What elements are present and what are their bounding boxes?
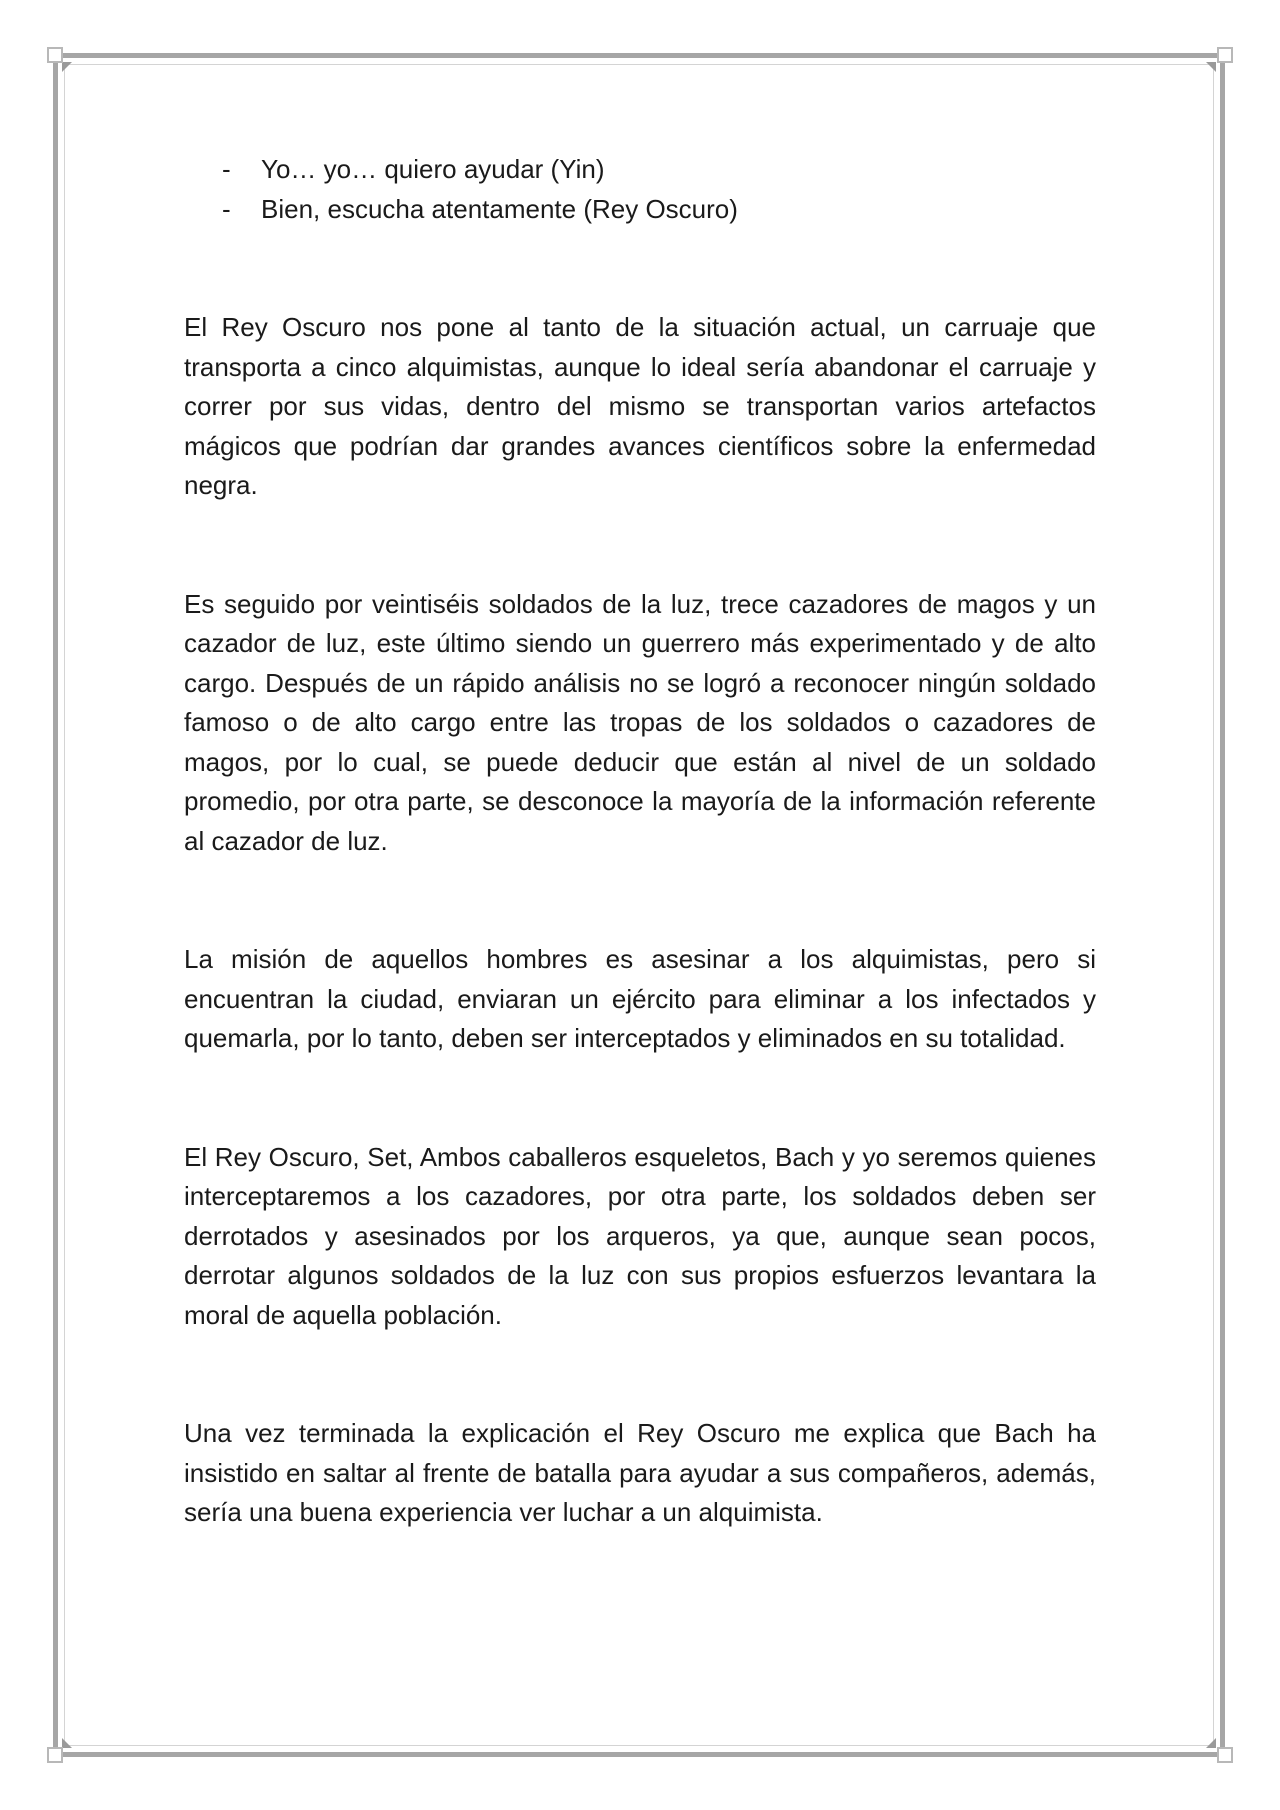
frame-corner-ornament-bottom-right (1206, 1738, 1216, 1748)
frame-knot-top-right (1217, 47, 1233, 63)
frame-corner-ornament-top-right (1206, 62, 1216, 72)
paragraph-plan: El Rey Oscuro, Set, Ambos caballeros esqueletos, Bach y yo seremos quienes interceptaremos a los cazadores, por otra parte, los soldados deben ser derrotados y asesinados por los arqueros, ya que, aunque sean pocos, derrotar algunos soldados de la luz con sus propios esfuerzos levantara la moral de aquella población. (184, 1141, 1096, 1330)
dialogue-list (184, 150, 1096, 229)
page-content (184, 150, 1096, 1533)
dialogue-line (184, 190, 1096, 230)
frame-corner-ornament-top-left (62, 62, 72, 72)
paragraph-conclusion: Una vez terminada la explicación el Rey Oscuro me explica que Bach ha insistido en saltar al frente de batalla para ayudar a sus compañeros, además, sería una buena experiencia ver luchar a un alquimista. (184, 1418, 1096, 1527)
frame-knot-bottom-right (1217, 1747, 1233, 1763)
dialogue-dash: - (222, 193, 231, 224)
dialogue-text: Yo… yo… quiero ayudar (Yin) (261, 154, 605, 184)
frame-corner-ornament-bottom-left (62, 1738, 72, 1748)
frame-knot-top-left (47, 47, 63, 63)
paragraph-situation: El Rey Oscuro nos pone al tanto de la situación actual, un carruaje que transporta a cinco alquimistas, aunque lo ideal sería abandonar el carruaje y correr por sus vidas, dentro del mismo se transportan varios artefactos mágicos que podrían dar grandes avances científicos sobre la enfermedad negra. (184, 312, 1096, 500)
paragraph-mission: La misión de aquellos hombres es asesinar a los alquimistas, pero si encuentran la ciudad, enviaran un ejército para eliminar a los infectados y quemarla, por lo tanto, deben ser interceptados y eliminados en su totalidad. (184, 944, 1096, 1053)
dialogue-text: Bien, escucha atentamente (Rey Oscuro) (261, 193, 738, 224)
dialogue-line (184, 150, 1096, 190)
paragraph-pursuers: Es seguido por veintiséis soldados de la luz, trece cazadores de magos y un cazador de luz, este último siendo un guerrero más experimentado y de alto cargo. Después de un rápido análisis no se logró a reconocer ningún soldado famoso o de alto cargo entre las tropas de los soldados o cazadores de magos, por lo cual, se puede deducir que están al nivel de un soldado promedio, por otra parte, se desconoce la mayoría de la información referente al cazador de luz. (184, 588, 1096, 856)
dialogue-dash: - (222, 154, 231, 184)
frame-knot-bottom-left (47, 1747, 63, 1763)
